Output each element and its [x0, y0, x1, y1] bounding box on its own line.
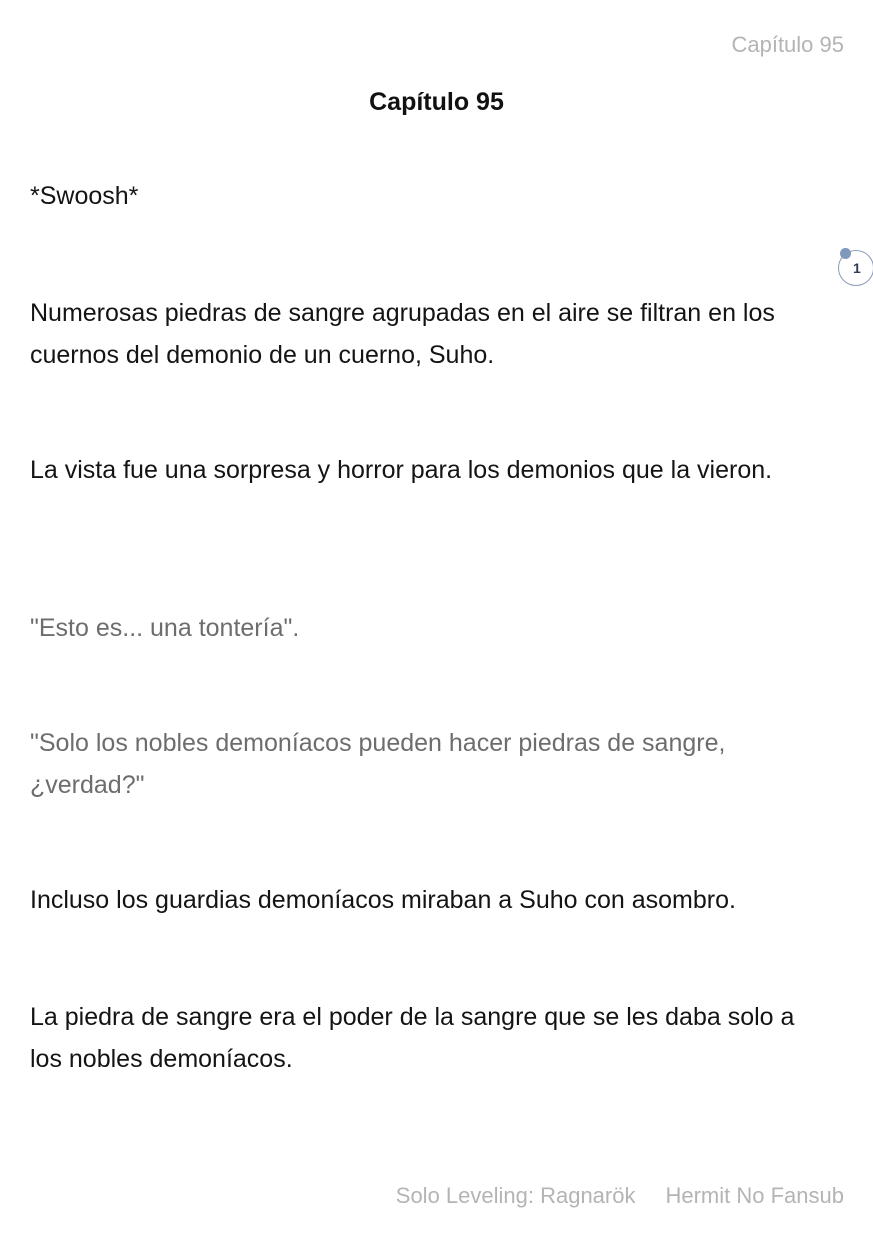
paragraph-blood-power: La piedra de sangre era el poder de la sangre que se les daba solo a los nobles demoníacos.	[30, 1003, 795, 1073]
footer-group-name: Hermit No Fansub	[665, 1183, 844, 1208]
page-indicator-dot-icon	[840, 248, 851, 259]
paragraph-blood-stones: Numerosas piedras de sangre agrupadas en el aire se filtran en los cuernos del demonio de un cuerno, Suho.	[30, 299, 775, 369]
header-chapter-label: Capítulo 95	[731, 32, 844, 57]
chapter-title: Capítulo 95	[369, 88, 504, 116]
footer	[396, 1183, 844, 1209]
paragraph-dialogue-nonsense: "Esto es... una tontería".	[30, 614, 300, 642]
footer-series-title: Solo Leveling: Ragnarök	[395, 1183, 636, 1208]
page-indicator-number: 1	[853, 260, 861, 276]
paragraph-swoosh: *Swoosh*	[30, 182, 139, 210]
paragraph-guards: Incluso los guardias demoníacos miraban a Suho con asombro.	[30, 886, 736, 914]
paragraph-surprise: La vista fue una sorpresa y horror para los demonios que la vieron.	[30, 456, 773, 484]
paragraph-dialogue-nobles: "Solo los nobles demoníacos pueden hacer piedras de sangre, ¿verdad?"	[30, 729, 726, 799]
